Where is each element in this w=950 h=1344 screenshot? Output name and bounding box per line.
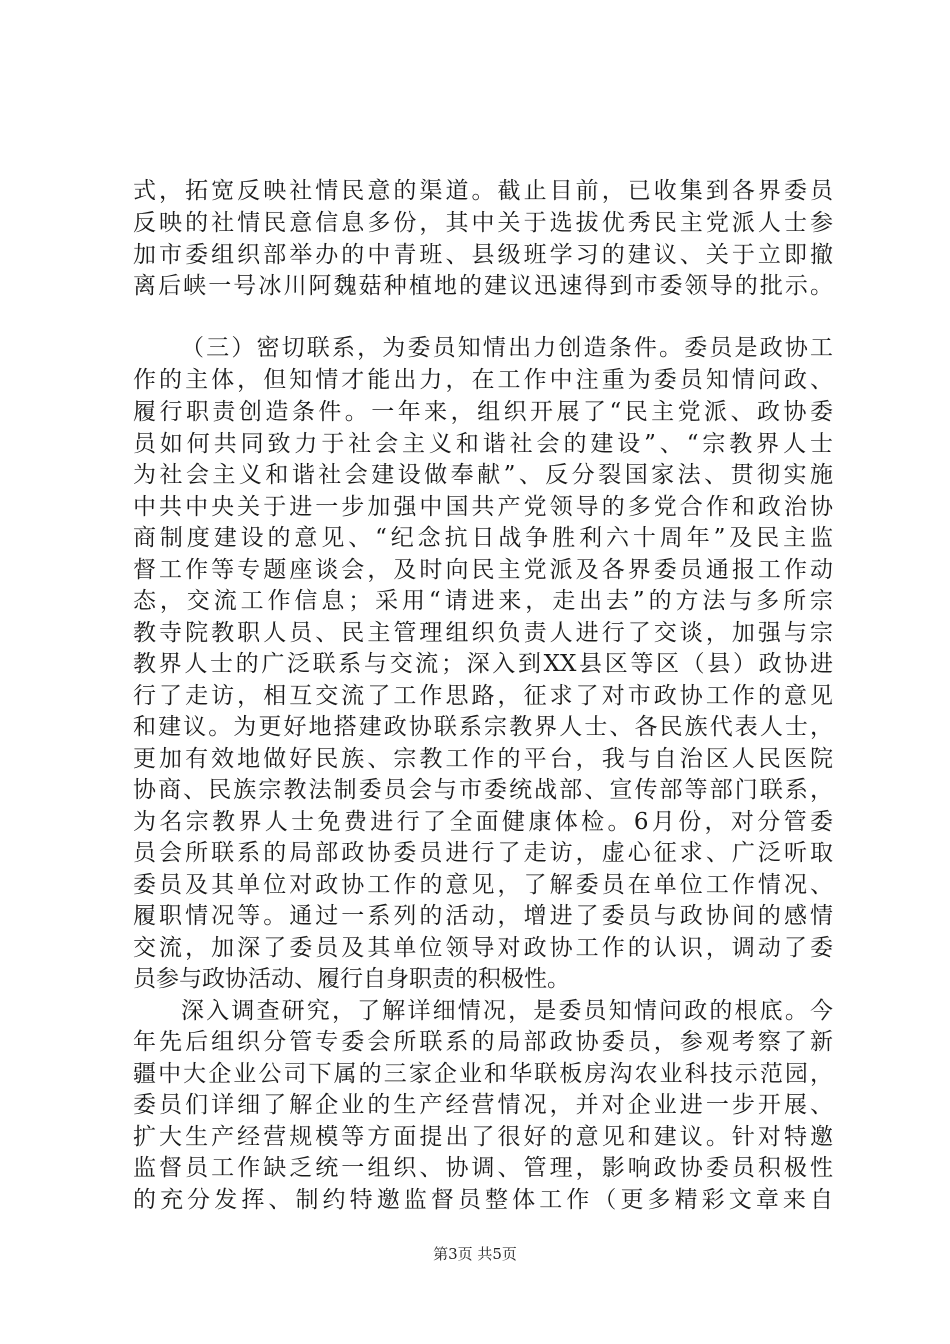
paragraph-3-line-6: 监督员工作缺乏统一组织、协调、管理，影响政协委员积极性 (133, 1155, 833, 1181)
paragraph-2-line-10: 教寺院教职人员、民主管理组织负责人进行了交谈，加强与宗 (133, 620, 833, 646)
paragraph-1-line-2: 反映的社情民意信息多份，其中关于选拔优秀民主党派人士参 (133, 210, 833, 236)
paragraph-2-line-13: 和建议。为更好地搭建政协联系宗教界人士、各民族代表人士， (133, 714, 833, 740)
paragraph-1-line-3: 加市委组织部举办的中青班、县级班学习的建议、关于立即撤 (133, 242, 833, 268)
paragraph-1-line-1: 式，拓宽反映社情民意的渠道。截止目前，已收集到各界委员 (133, 178, 833, 204)
paragraph-2-line-7: 商制度建设的意见、“纪念抗日战争胜利六十周年”及民主监 (133, 525, 833, 551)
paragraph-2-line-17: 员会所联系的局部政协委员进行了走访，虚心征求、广泛听取 (133, 840, 833, 866)
paragraph-3-line-1: 深入调查研究，了解详细情况，是委员知情问政的根底。今 (181, 998, 833, 1024)
paragraph-2-line-9: 态，交流工作信息；采用“请进来，走出去”的方法与多所宗 (133, 588, 833, 614)
paragraph-2-line-1: （三）密切联系，为委员知情出力创造条件。委员是政协工 (181, 335, 833, 361)
paragraph-3-line-5: 扩大生产经营规模等方面提出了很好的意见和建议。针对特邀 (133, 1124, 833, 1150)
paragraph-3-line-3: 疆中大企业公司下属的三家企业和华联板房沟农业科技示范园， (133, 1061, 833, 1087)
paragraph-2-line-14: 更加有效地做好民族、宗教工作的平台，我与自治区人民医院 (133, 746, 833, 772)
paragraph-2-line-4: 员如何共同致力于社会主义和谐社会的建设”、“宗教界人士 (133, 431, 833, 457)
paragraph-2-line-18: 委员及其单位对政协工作的意见，了解委员在单位工作情况、 (133, 872, 833, 898)
paragraph-2-line-2: 作的主体，但知情才能出力，在工作中注重为委员知情问政、 (133, 367, 833, 393)
paragraph-2-line-5: 为社会主义和谐社会建设做奉献”、反分裂国家法、贯彻实施 (133, 462, 833, 488)
paragraph-2-line-3: 履行职责创造条件。一年来，组织开展了“民主党派、政协委 (133, 399, 833, 425)
paragraph-2-line-8: 督工作等专题座谈会，及时向民主党派及各界委员通报工作动 (133, 557, 833, 583)
paragraph-2-line-16: 为名宗教界人士免费进行了全面健康体检。6月份，对分管委 (133, 809, 833, 835)
paragraph-2-line-6: 中共中央关于进一步加强中国共产党领导的多党合作和政治协 (133, 494, 833, 520)
paragraph-2-line-21: 员参与政协活动、履行自身职责的积极性。 (133, 966, 570, 992)
paragraph-3-line-4: 委员们详细了解企业的生产经营情况，并对企业进一步开展、 (133, 1092, 833, 1118)
paragraph-2-line-12: 行了走访，相互交流了工作思路，征求了对市政协工作的意见 (133, 683, 833, 709)
paragraph-2-line-19: 履职情况等。通过一系列的活动，增进了委员与政协间的感情 (133, 903, 833, 929)
paragraph-3-line-2: 年先后组织分管专委会所联系的局部政协委员，参观考察了新 (133, 1029, 833, 1055)
page-number-footer: 第3页 共5页 (433, 1245, 517, 1263)
paragraph-2-line-11: 教界人士的广泛联系与交流；深入到XX县区等区（县）政协进 (133, 651, 833, 677)
paragraph-1-line-4: 离后峡一号冰川阿魏菇种植地的建议迅速得到市委领导的批示。 (133, 273, 833, 299)
paragraph-2-line-20: 交流，加深了委员及其单位领导对政协工作的认识，调动了委 (133, 935, 833, 961)
paragraph-3-line-7: 的充分发挥、制约特邀监督员整体工作（更多精彩文章来自 (133, 1187, 833, 1213)
paragraph-2-line-15: 协商、民族宗教法制委员会与市委统战部、宣传部等部门联系， (133, 777, 833, 803)
